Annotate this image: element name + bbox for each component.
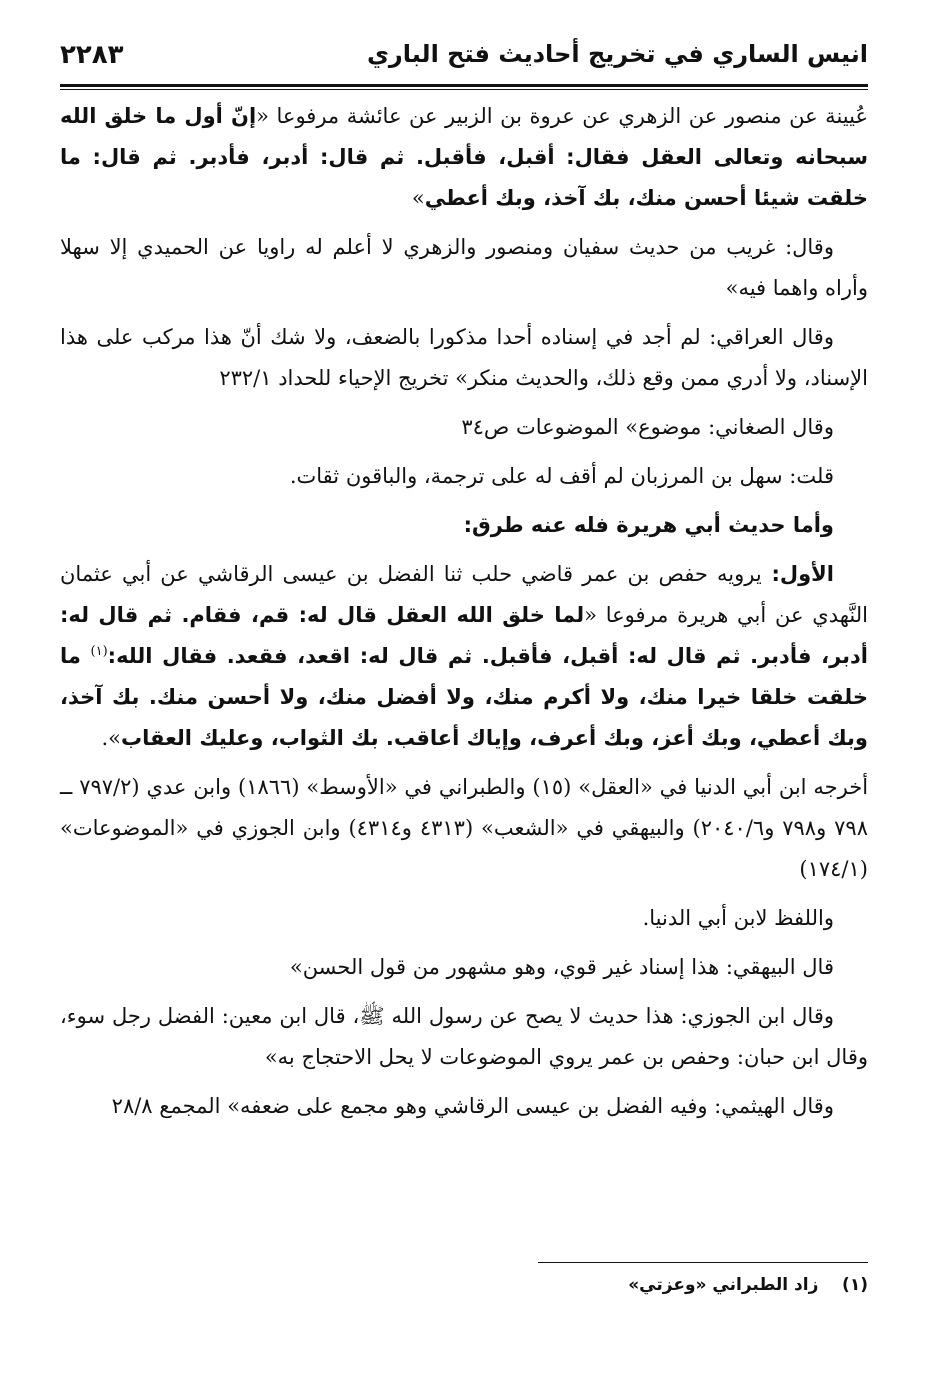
page-header (60, 36, 868, 80)
paragraph (60, 96, 868, 219)
paragraph (60, 407, 868, 448)
paragraph (60, 898, 868, 939)
text: عُيينة عن منصور عن الزهري عن عروة بن الزبير عن عائشة مرفوعا « (256, 104, 868, 128)
paragraph (60, 1086, 868, 1127)
paragraph (60, 505, 868, 546)
footnote-marker: (١) (842, 1275, 868, 1295)
footnote-separator (538, 1262, 868, 1263)
paragraph (60, 767, 868, 890)
page-number: ٢٢٨٣ (60, 40, 124, 70)
footnote-text: زاد الطبراني «وعزتي» (628, 1275, 819, 1295)
text: وقال الهيثمي: وفيه الفضل بن عيسى الرقاشي وهو مجمع على ضعفه» المجمع ٢٨/٨ (111, 1094, 834, 1118)
bold-text: ما خلقت خلقا خيرا منك، ولا أكرم منك، ولا أفضل منك، ولا أحسن منك. بك آخذ، وبك أعطي، وبك أعز، وبك أعرف، وإياك أعاقب. بك الثواب، وعليك العقاب (60, 644, 868, 750)
paragraph (60, 317, 868, 399)
text: وقال ابن الجوزي: هذا حديث لا يصح عن رسول الله ﷺ، قال ابن معين: الفضل رجل سوء، وقال ابن حبان: وحفص بن عمر يروي الموضوعات لا يحل الاحتجاج به» (60, 1004, 868, 1069)
paragraph (60, 947, 868, 988)
text: قال البيهقي: هذا إسناد غير قوي، وهو مشهور من قول الحسن» (289, 955, 834, 979)
text: يرويه حفص بن عمر قاضي حلب ثنا الفضل بن عيسى الرقاشي عن أبي عثمان النَّهدي عن أبي هريرة مرفوعا « (60, 562, 868, 627)
bold-text: الأول: (761, 562, 834, 586)
bold-text: وأما حديث أبي هريرة فله عنه طرق: (463, 513, 834, 537)
text: » (411, 186, 425, 210)
text: وقال الصغاني: موضوع» الموضوعات ص٣٤ (461, 415, 834, 439)
text: قلت: سهل بن المرزبان لم أقف له على ترجمة، والباقون ثقات. (289, 464, 834, 488)
footnote (60, 1270, 868, 1300)
bold-text: إنّ أول ما خلق الله سبحانه وتعالى العقل فقال: أقبل، فأقبل. ثم قال: أدبر، فأدبر. ثم قال: ما خلقت شيئا أحسن منك، بك آخذ، وبك أعطي (60, 104, 868, 210)
running-title: انيس الساري في تخريج أحاديث فتح الباري (366, 40, 868, 68)
footnote-reference: (١) (90, 644, 108, 659)
text: وقال العراقي: لم أجد في إسناده أحدا مذكورا بالضعف، ولا شك أنّ هذا مركب على هذا الإسناد، ولا أدري ممن وقع ذلك، والحديث منكر» تخريج الإحياء للحداد ٢٣٢/١ (60, 325, 868, 390)
header-rule-thin (60, 89, 868, 90)
text: أخرجه ابن أبي الدنيا في «العقل» (١٥) والطبراني في «الأوسط» (١٨٦٦) وابن عدي (٧٩٧/٢ ــ ٧٩٨ و٧٩٨ و٢٠٤٠/٦) والبيهقي في «الشعب» (٤٣١٣ و٤٣١٤) وابن الجوزي في «الموضوعات» (١٧٤/١) (60, 775, 869, 881)
header-rule (60, 84, 868, 87)
text: ». (101, 726, 121, 750)
paragraph (60, 227, 868, 309)
main-text (60, 96, 868, 1135)
text: واللفظ لابن أبي الدنيا. (642, 906, 834, 930)
text: وقال: غريب من حديث سفيان ومنصور والزهري لا أعلم له راويا عن الحميدي إلا سهلا وأراه واهما فيه» (60, 235, 868, 300)
paragraph (60, 996, 868, 1078)
bold-text: لما خلق الله العقل قال له: قم، فقام. ثم قال له: أدبر، فأدبر. ثم قال له: أقبل، فأقبل. ثم قال له: اقعد، فقعد. فقال الله: (60, 603, 868, 668)
paragraph (60, 456, 868, 497)
paragraph (60, 554, 868, 759)
